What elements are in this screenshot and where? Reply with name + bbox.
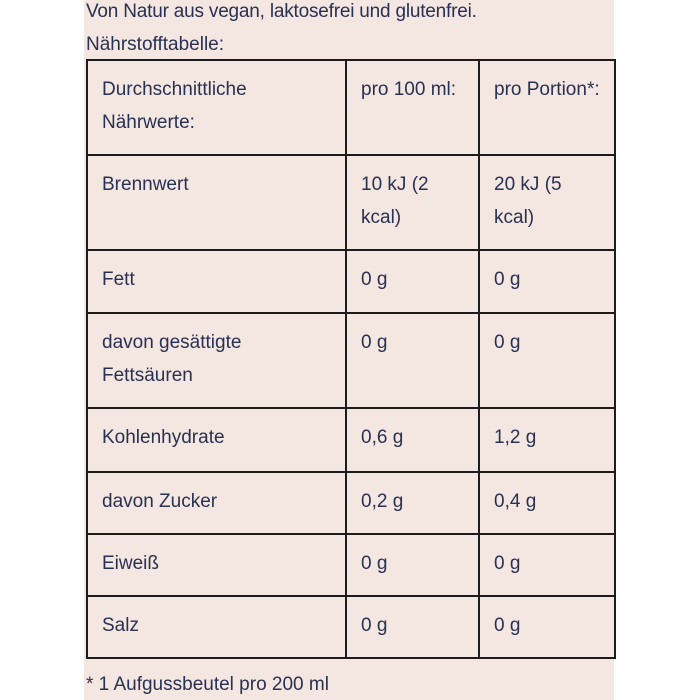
- table-header-row: [87, 60, 615, 155]
- table-row: [87, 155, 615, 250]
- value-per-100ml: 0,2 g: [346, 472, 479, 534]
- table-row: [87, 534, 615, 596]
- value-per-100ml: 0,6 g: [346, 408, 479, 472]
- nutrient-label: Eiweiß: [87, 534, 346, 596]
- nutrient-label: Salz: [87, 596, 346, 658]
- value-per-100ml: 10 kJ (2 kcal): [346, 155, 479, 250]
- value-per-portion: 0 g: [479, 534, 615, 596]
- nutrient-label: davon Zucker: [87, 472, 346, 534]
- value-per-portion: 20 kJ (5 kcal): [479, 155, 615, 250]
- nutrition-table: [86, 59, 616, 659]
- intro-text: Von Natur aus vegan, laktosefrei und glutenfrei.: [86, 1, 477, 22]
- table-title: Nährstofftabelle:: [86, 34, 225, 55]
- header-per-portion: pro Portion*:: [479, 60, 615, 155]
- value-per-100ml: 0 g: [346, 596, 479, 658]
- table-row: [87, 596, 615, 658]
- nutrient-label: davon gesättigte Fettsäuren: [87, 313, 346, 408]
- nutrient-label: Fett: [87, 250, 346, 313]
- table-row: [87, 472, 615, 534]
- value-per-portion: 1,2 g: [479, 408, 615, 472]
- header-nutrient: Durchschnittliche Nährwerte:: [87, 60, 346, 155]
- value-per-portion: 0 g: [479, 250, 615, 313]
- table-row: [87, 250, 615, 313]
- value-per-portion: 0 g: [479, 596, 615, 658]
- value-per-portion: 0 g: [479, 313, 615, 408]
- value-per-100ml: 0 g: [346, 250, 479, 313]
- table-row: [87, 313, 615, 408]
- nutrient-label: Brennwert: [87, 155, 346, 250]
- value-per-100ml: 0 g: [346, 313, 479, 408]
- nutrient-label: Kohlenhydrate: [87, 408, 346, 472]
- header-per-100ml: pro 100 ml:: [346, 60, 479, 155]
- value-per-100ml: 0 g: [346, 534, 479, 596]
- footnote: * 1 Aufgussbeutel pro 200 ml: [86, 674, 329, 695]
- table-row: [87, 408, 615, 472]
- value-per-portion: 0,4 g: [479, 472, 615, 534]
